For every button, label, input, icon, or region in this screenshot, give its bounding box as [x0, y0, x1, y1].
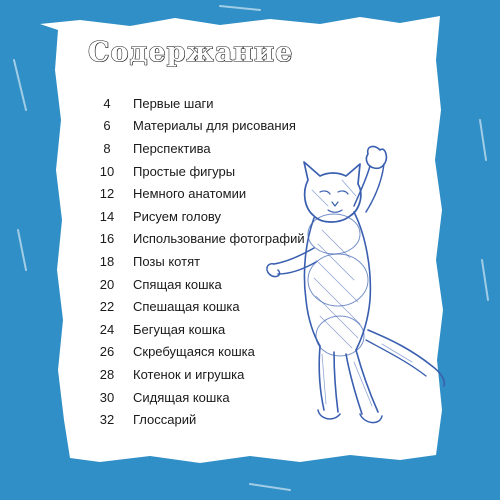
toc-page-number: 10: [99, 163, 115, 179]
page-title: Содержание: [88, 37, 294, 68]
toc-page-number: 16: [99, 231, 115, 247]
toc-entry-title: Скребущаяся кошка: [133, 344, 255, 360]
toc-page-number: 28: [99, 366, 115, 382]
toc-entry-title: Спящая кошка: [133, 276, 222, 292]
toc-page-number: 18: [99, 253, 115, 269]
toc-entry-title: Перспектива: [133, 140, 211, 156]
toc-entry-title: Позы котят: [133, 253, 201, 269]
toc-page-number: 24: [99, 321, 115, 337]
toc-page-number: 8: [103, 140, 111, 156]
toc-entry-title: Материалы для рисования: [133, 118, 296, 134]
toc-entry-title: Использование фотографий: [133, 231, 305, 247]
toc-page-number: 20: [99, 276, 115, 292]
toc-entry-title: Бегущая кошка: [133, 321, 226, 337]
toc-entry-title: Сидящая кошка: [133, 389, 230, 405]
toc-entry-title: Глоссарий: [133, 412, 197, 428]
toc-page-number: 12: [99, 186, 115, 202]
toc-page-number: 32: [99, 412, 115, 428]
toc-page-number: 14: [99, 208, 115, 224]
toc-page-number: 4: [103, 95, 111, 111]
toc-entry-title: Первые шаги: [133, 95, 214, 111]
toc-entry-title: Простые фигуры: [133, 163, 236, 179]
toc-entry-title: Котенок и игрушка: [133, 366, 245, 382]
toc-entry-title: Спешащая кошка: [133, 299, 240, 315]
toc-row: [82, 92, 312, 115]
toc-entry-title: Рисуем голову: [133, 208, 222, 224]
toc-row: [82, 115, 312, 138]
toc-page-number: 26: [99, 344, 115, 360]
toc-page-number: 22: [99, 299, 115, 315]
toc-entry-title: Немного анатомии: [133, 186, 247, 202]
toc-page-number: 6: [103, 118, 111, 134]
sketched-cat-icon: [262, 140, 452, 440]
toc-page-number: 30: [99, 389, 115, 405]
